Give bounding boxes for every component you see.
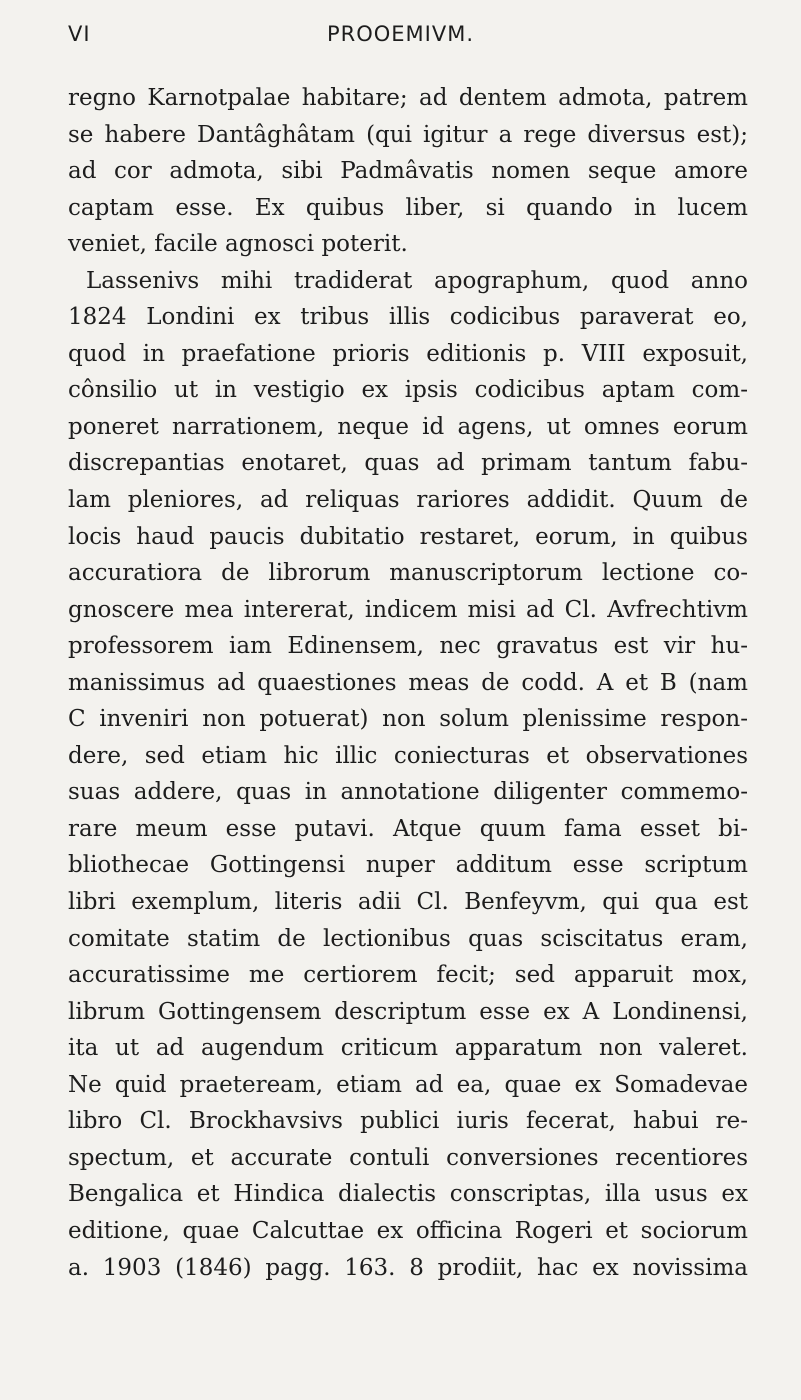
page-number: VI <box>68 22 91 46</box>
text-line: poneret narrationem, neque id agens, ut omnes eorum <box>68 413 748 440</box>
text-line: locis haud paucis dubitatio restaret, eorum, in quibus <box>68 523 748 550</box>
text-line: accuratiora de librorum manuscriptorum lectione co- <box>68 560 748 587</box>
text-line: librum Gottingensem descriptum esse ex A Londinensi, <box>68 998 748 1025</box>
text-line: se habere Dantâghâtam (qui igitur a rege diversus est); <box>68 121 748 148</box>
body-text <box>68 80 748 1286</box>
text-line: libro Cl. Brockhavsivs publici iuris fecerat, habui re- <box>68 1108 748 1135</box>
text-line: comitate statim de lectionibus quas sciscitatus eram, <box>68 925 748 952</box>
text-line: captam esse. Ex quibus liber, si quando in lucem <box>68 194 748 221</box>
text-line: bliothecae Gottingensi nuper additum esse scriptum <box>68 852 748 879</box>
text-line: quod in praefatione prioris editionis p. VIII exposuit, <box>68 340 748 367</box>
text-line: editione, quae Calcuttae ex officina Rogeri et sociorum <box>68 1217 748 1244</box>
text-line: Ne quid praeteream, etiam ad ea, quae ex Somadevae <box>68 1071 748 1098</box>
text-line: ad cor admota, sibi Padmâvatis nomen seque amore <box>68 158 748 185</box>
running-head <box>68 22 733 52</box>
text-line: accuratissime me certiorem fecit; sed apparuit mox, <box>68 962 748 989</box>
text-line: dere, sed etiam hic illic coniecturas et observationes <box>68 742 748 769</box>
text-line: spectum, et accurate contuli conversiones recentiores <box>68 1144 748 1171</box>
text-line: ita ut ad augendum criticum apparatum non valeret. <box>68 1035 748 1062</box>
text-line: Bengalica et Hindica dialectis conscriptas, illa usus ex <box>68 1181 748 1208</box>
running-title: PROOEMIVM. <box>326 22 475 46</box>
text-line: discrepantias enotaret, quas ad primam tantum fabu- <box>68 450 748 477</box>
text-line: professorem iam Edinensem, nec gravatus est vir hu- <box>68 633 748 660</box>
text-line: veniet, facile agnosci poterit. <box>68 231 408 258</box>
text-line: cônsilio ut in vestigio ex ipsis codicibus aptam com- <box>68 377 748 404</box>
text-line: lam pleniores, ad reliquas rariores addidit. Quum de <box>68 487 748 514</box>
text-line: regno Karnotpalae habitare; ad dentem admota, patrem <box>68 85 748 111</box>
text-line: gnoscere mea intererat, indicem misi ad Cl. Avfrechtivm <box>68 596 748 623</box>
text-line: a. 1903 (1846) pagg. 163. 8 prodiit, hac ex novissima <box>68 1254 748 1281</box>
text-line: Lassenivs mihi tradiderat apographum, quod anno <box>86 267 748 294</box>
text-line: libri exemplum, literis adii Cl. Benfeyvm, qui qua est <box>68 889 748 916</box>
text-line: suas addere, quas in annotatione diligenter commemo- <box>68 779 748 806</box>
text-line: manissimus ad quaestiones meas de codd. A et B (nam <box>68 669 748 696</box>
text-line: C inveniri non potuerat) non solum plenissime respon- <box>68 706 748 733</box>
text-line: rare meum esse putavi. Atque quum fama esset bi- <box>68 815 748 842</box>
text-line: 1824 Londini ex tribus illis codicibus paraverat eo, <box>68 304 748 331</box>
